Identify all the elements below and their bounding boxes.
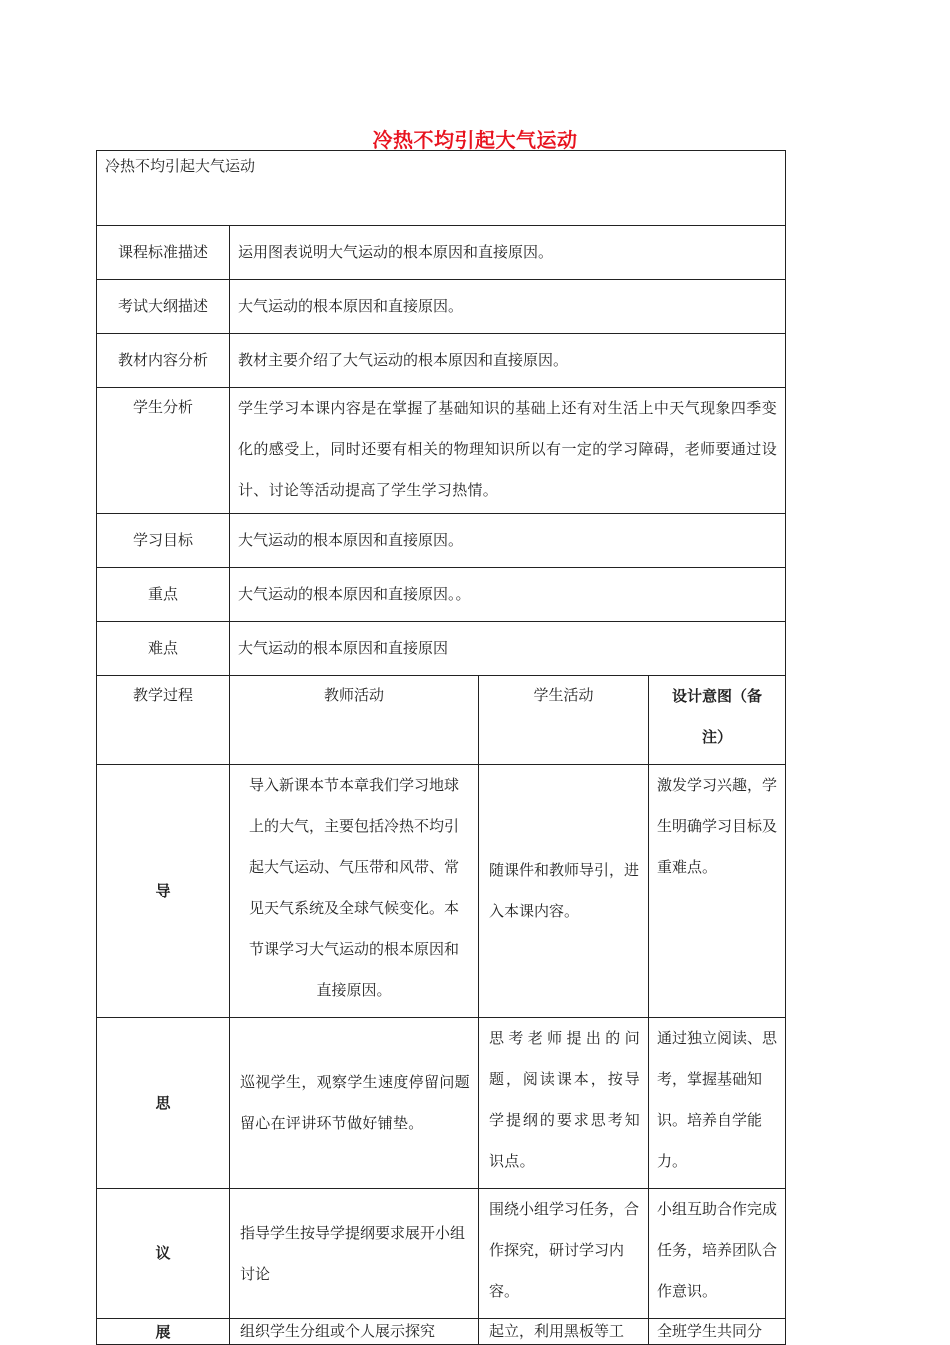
process-design: 全班学生共同分 bbox=[649, 1319, 786, 1345]
process-design: 激发学习兴趣，学生明确学习目标及重难点。 bbox=[649, 765, 786, 1018]
process-student: 围绕小组学习任务，合作探究，研讨学习内容。 bbox=[479, 1189, 649, 1319]
header-stage: 教学过程 bbox=[97, 676, 230, 765]
process-header-row bbox=[97, 676, 786, 765]
process-row bbox=[97, 765, 786, 1018]
process-student: 起立，利用黑板等工 bbox=[479, 1319, 649, 1345]
info-row bbox=[97, 568, 786, 622]
info-label: 学习目标 bbox=[97, 514, 230, 568]
info-value: 教材主要介绍了大气运动的根本原因和直接原因。 bbox=[230, 334, 786, 388]
process-stage: 议 bbox=[97, 1189, 230, 1319]
process-student: 思考老师提出的问题，阅读课本，按导学提纲的要求思考知识点。 bbox=[479, 1018, 649, 1189]
info-value: 学生学习本课内容是在掌握了基础知识的基础上还有对生活上中天气现象四季变化的感受上，同时还要有相关的物理知识所以有一定的学习障碍，老师要通过设计、讨论等活动提高了学生学习热情。 bbox=[230, 388, 786, 514]
header-student: 学生活动 bbox=[479, 676, 649, 765]
header-teacher: 教师活动 bbox=[230, 676, 479, 765]
process-row bbox=[97, 1018, 786, 1189]
process-teacher: 组织学生分组或个人展示探究 bbox=[230, 1319, 479, 1345]
info-row bbox=[97, 622, 786, 676]
process-teacher: 导入新课本节本章我们学习地球上的大气，主要包括冷热不均引起大气运动、气压带和风带、常见天气系统及全球气候变化。本节课学习大气运动的根本原因和直接原因。 bbox=[230, 765, 479, 1018]
process-row bbox=[97, 1319, 786, 1345]
topic-cell: 冷热不均引起大气运动 bbox=[97, 151, 786, 226]
process-design: 通过独立阅读、思考，掌握基础知识。培养自学能力。 bbox=[649, 1018, 786, 1189]
process-teacher: 指导学生按导学提纲要求展开小组讨论 bbox=[230, 1189, 479, 1319]
info-label: 难点 bbox=[97, 622, 230, 676]
info-value: 大气运动的根本原因和直接原因。 bbox=[230, 514, 786, 568]
lesson-plan-table bbox=[96, 150, 786, 1345]
info-row bbox=[97, 226, 786, 280]
process-row bbox=[97, 1189, 786, 1319]
info-value: 大气运动的根本原因和直接原因。 bbox=[230, 280, 786, 334]
header-design: 设计意图（备注） bbox=[649, 676, 786, 765]
info-label: 考试大纲描述 bbox=[97, 280, 230, 334]
topic-row bbox=[97, 151, 786, 226]
process-stage: 思 bbox=[97, 1018, 230, 1189]
process-stage: 展 bbox=[97, 1319, 230, 1345]
info-label: 教材内容分析 bbox=[97, 334, 230, 388]
process-student: 随课件和教师导引，进入本课内容。 bbox=[479, 765, 649, 1018]
document-title: 冷热不均引起大气运动 bbox=[372, 128, 578, 152]
info-value: 大气运动的根本原因和直接原因 bbox=[230, 622, 786, 676]
info-row bbox=[97, 514, 786, 568]
info-value: 运用图表说明大气运动的根本原因和直接原因。 bbox=[230, 226, 786, 280]
process-teacher: 巡视学生，观察学生速度停留问题留心在评讲环节做好铺垫。 bbox=[230, 1018, 479, 1189]
info-row bbox=[97, 388, 786, 514]
process-stage: 导 bbox=[97, 765, 230, 1018]
info-label: 学生分析 bbox=[97, 388, 230, 514]
info-label: 重点 bbox=[97, 568, 230, 622]
info-row bbox=[97, 334, 786, 388]
info-label: 课程标准描述 bbox=[97, 226, 230, 280]
process-design: 小组互助合作完成任务，培养团队合作意识。 bbox=[649, 1189, 786, 1319]
info-row bbox=[97, 280, 786, 334]
info-value: 大气运动的根本原因和直接原因。。 bbox=[230, 568, 786, 622]
